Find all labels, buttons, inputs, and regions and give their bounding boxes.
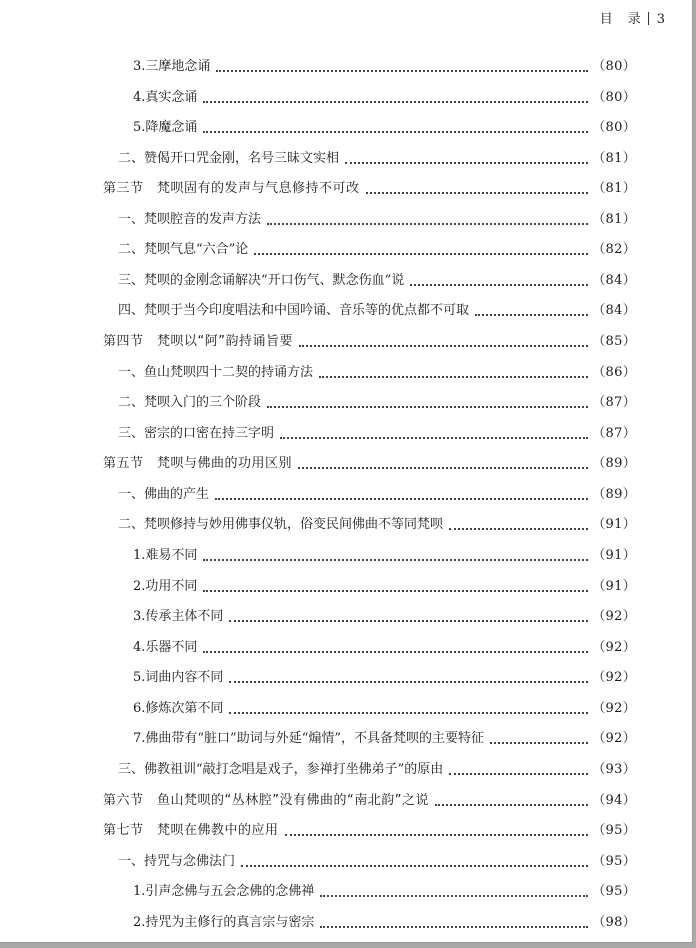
toc-entry-page: （91） <box>592 579 636 594</box>
toc-section-title: 第七节 梵呗在佛教中的应用 <box>103 823 279 838</box>
dot-leader <box>241 865 588 867</box>
toc-section <box>103 329 636 351</box>
toc-entry-title: 三、密宗的口密在持三字明 <box>118 426 275 441</box>
dot-leader <box>267 406 588 408</box>
toc-entry-title: 3.三摩地念诵 <box>133 59 211 74</box>
toc-entry-title: 一、持咒与念佛法门 <box>118 854 236 869</box>
toc-entry <box>118 390 636 412</box>
toc-entry-title: 1.难易不同 <box>133 548 198 563</box>
toc-entry-title: 四、梵呗于当今印度唱法和中国吟诵、音乐等的优点都不可取 <box>118 303 470 318</box>
toc-entry-page: （80） <box>592 59 636 74</box>
toc-entry-page: （81） <box>592 151 636 166</box>
toc-entry-page: （98） <box>592 915 636 930</box>
toc-entry-page: （82） <box>592 242 636 257</box>
toc-entry <box>133 604 636 626</box>
dot-leader <box>203 101 588 103</box>
toc-entry-page: （85） <box>592 334 636 349</box>
toc-entry <box>118 237 636 259</box>
toc-entry-page: （84） <box>592 273 636 288</box>
toc-entry <box>133 85 636 107</box>
toc-entry-title: 1.引声念佛与五会念佛的念佛禅 <box>133 884 315 899</box>
dot-leader <box>475 314 588 316</box>
toc-entry-page: （92） <box>592 670 636 685</box>
dot-leader <box>449 528 588 530</box>
dot-leader <box>299 345 588 347</box>
dot-leader <box>280 437 588 439</box>
toc-entry-page: （91） <box>592 548 636 563</box>
toc-entry-page: （95） <box>592 823 636 838</box>
toc-entry-title: 三、佛教祖训“敲打念唱是戏子，参禅打坐佛弟子”的原由 <box>118 762 444 777</box>
toc-entry-title: 4.乐器不同 <box>133 640 198 655</box>
dot-leader <box>203 131 588 133</box>
toc-entry-page: （93） <box>592 762 636 777</box>
toc-entry-title: 2.持咒为主修行的真言宗与密宗 <box>133 915 315 930</box>
dot-leader <box>320 926 588 928</box>
toc-entry-page: （95） <box>592 854 636 869</box>
toc-entry-title: 一、梵呗腔音的发声方法 <box>118 212 262 227</box>
toc-section-title: 第四节 梵呗以“阿”韵持诵旨要 <box>103 334 293 349</box>
toc-entry <box>133 115 636 137</box>
dot-leader <box>490 742 588 744</box>
dot-leader <box>215 498 588 500</box>
toc-entry-page: （81） <box>592 212 636 227</box>
toc-entry <box>133 635 636 657</box>
dot-leader <box>366 192 589 194</box>
toc-entry-page: （80） <box>592 90 636 105</box>
dot-leader <box>319 376 588 378</box>
toc-entry-title: 一、鱼山梵呗四十二契的持诵方法 <box>118 365 314 380</box>
toc-entry <box>133 696 636 718</box>
running-header <box>600 8 666 27</box>
toc-entry-page: （89） <box>592 456 636 471</box>
toc-section-title: 第六节 鱼山梵呗的“丛林腔”没有佛曲的“南北韵”之说 <box>103 793 429 808</box>
dot-leader <box>229 712 588 714</box>
toc-entry-title: 2.功用不同 <box>133 579 198 594</box>
toc-entry-page: （92） <box>592 640 636 655</box>
toc-entry-page: （86） <box>592 365 636 380</box>
toc-entry <box>133 574 636 596</box>
dot-leader <box>435 804 588 806</box>
toc-entry-title: 二、梵呗气息“六合”论 <box>118 242 249 257</box>
toc-entry-page: （89） <box>592 487 636 502</box>
dot-leader <box>345 162 588 164</box>
toc-entry-title: 5.降魔念诵 <box>133 120 198 135</box>
toc-entry <box>118 512 636 534</box>
dot-leader <box>216 70 588 72</box>
toc-entry-page: （95） <box>592 884 636 899</box>
toc-entry <box>118 849 636 871</box>
toc-entry-page: （81） <box>592 181 636 196</box>
toc-entry-page: （84） <box>592 303 636 318</box>
header-divider <box>648 12 649 25</box>
dot-leader <box>203 651 588 653</box>
toc-section <box>103 818 636 840</box>
toc-entry-page: （92） <box>592 701 636 716</box>
toc-entry <box>118 146 636 168</box>
dot-leader <box>449 773 588 775</box>
toc-section <box>103 788 636 810</box>
toc-entry <box>133 879 636 901</box>
dot-leader <box>267 223 588 225</box>
header-title: 目 录 <box>599 12 642 27</box>
toc-entry-title: 三、梵呗的金刚念诵解决“开口伤气、默念伤血”说 <box>118 273 405 288</box>
toc-section <box>103 451 636 473</box>
toc-entry-title: 4.真实念诵 <box>133 90 198 105</box>
dot-leader <box>410 284 588 286</box>
dot-leader <box>203 559 588 561</box>
dot-leader <box>254 253 588 255</box>
toc-entry <box>118 482 636 504</box>
dot-leader <box>285 834 589 836</box>
toc-section-title: 第五节 梵呗与佛曲的功用区别 <box>103 456 293 471</box>
toc-entry-title: 3.传承主体不同 <box>133 609 224 624</box>
toc-entry-page: （92） <box>592 731 636 746</box>
toc-entry <box>133 665 636 687</box>
dot-leader <box>203 590 588 592</box>
dot-leader <box>229 681 588 683</box>
dot-leader <box>298 467 588 469</box>
toc-entry <box>118 268 636 290</box>
toc-entry-title: 二、赞偈开口咒金刚，名号三昧文实相 <box>118 151 340 166</box>
toc-entry-title: 二、梵呗修持与妙用佛事仪轨，俗变民间佛曲不等同梵呗 <box>118 517 444 532</box>
toc-entry <box>118 360 636 382</box>
toc-entry-page: （92） <box>592 609 636 624</box>
toc-entry-title: 6.修炼次第不同 <box>133 701 224 716</box>
dot-leader <box>320 895 588 897</box>
header-page-number: 3 <box>656 12 666 27</box>
dot-leader <box>229 620 588 622</box>
toc-entry-title: 5.词曲内容不同 <box>133 670 224 685</box>
toc-entry-title: 7.佛曲带有“脏口”助词与外延“煽情”，不具备梵呗的主要特征 <box>133 731 484 746</box>
toc-entry-page: （87） <box>592 395 636 410</box>
toc-entry <box>133 910 636 932</box>
toc-entry <box>133 543 636 565</box>
toc-entry <box>118 757 636 779</box>
toc-entry-page: （94） <box>592 793 636 808</box>
toc-entry <box>133 54 636 76</box>
toc-entry-page: （80） <box>592 120 636 135</box>
toc-entry-title: 一、佛曲的产生 <box>118 487 210 502</box>
toc-entry <box>133 726 636 748</box>
toc-entry-page: （91） <box>592 517 636 532</box>
toc-entry-page: （87） <box>592 426 636 441</box>
toc-section-title: 第三节 梵呗固有的发声与气息修持不可改 <box>103 181 360 196</box>
toc-entry <box>118 298 636 320</box>
toc-entry <box>118 207 636 229</box>
toc-entry-title: 二、梵呗入门的三个阶段 <box>118 395 262 410</box>
toc-section <box>103 176 636 198</box>
toc-entry <box>118 421 636 443</box>
